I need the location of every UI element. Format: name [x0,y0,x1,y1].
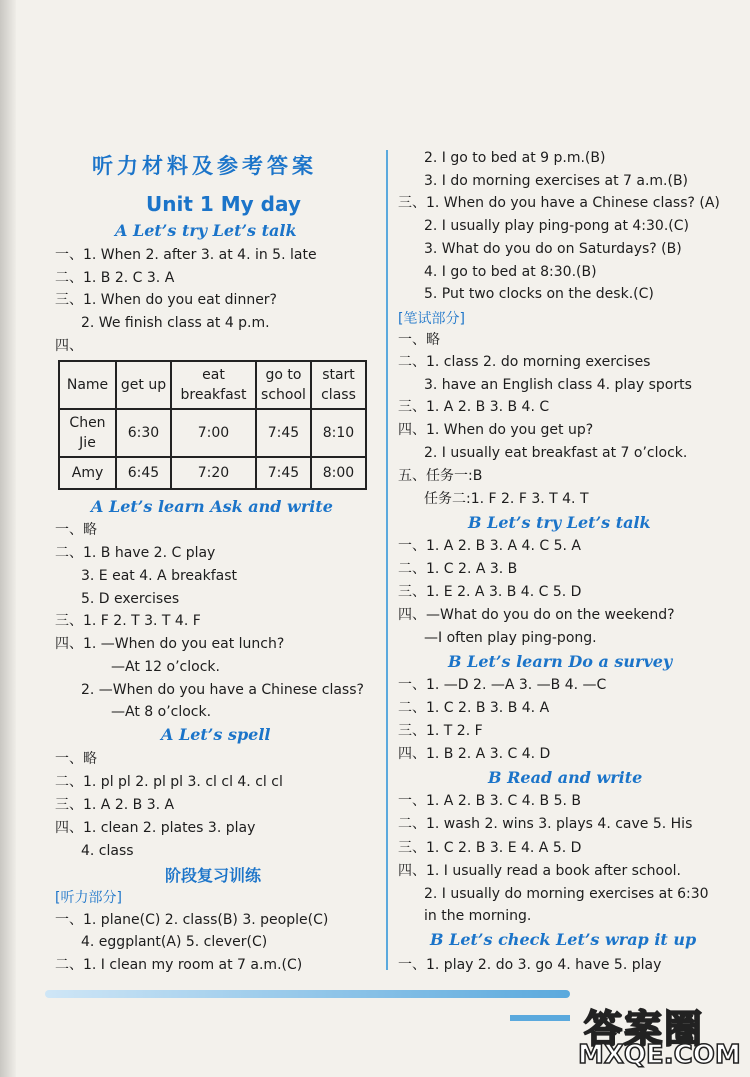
answer-line: 二、1. wash 2. wins 3. plays 4. cave 5. His [398,816,693,832]
section-heading: B Let’s learn Do a survey [448,652,673,671]
answer-line: in the morning. [424,908,532,924]
answer-line: —I often play ping-pong. [424,630,597,646]
answer-line: 五、任务一:B [398,468,483,484]
answer-line: 三、1. T 2. F [398,723,483,739]
table-cell: 7:45 [256,409,311,457]
schedule-table [58,360,367,490]
table-cell: 7:20 [171,457,256,489]
table-header: get up [116,361,171,409]
watermark-logo-cn: 答案圈 [584,1007,705,1051]
table-header: start class [311,361,366,409]
table-cell: 7:00 [171,409,256,457]
answer-line: 三、1. A 2. B 3. A [55,797,175,813]
answer-line: 三、1. When do you have a Chinese class? (A) [398,195,720,211]
table-row [59,409,366,457]
answer-line: 一、略 [398,332,440,348]
answer-line: 三、1. A 2. B 3. B 4. C [398,399,550,415]
answer-line: 一、1. When 2. after 3. at 4. in 5. late [55,247,317,263]
answer-line: 5. Put two clocks on the desk.(C) [424,286,654,302]
table-cell: Amy [59,457,116,489]
answer-line: 5. D exercises [81,591,180,607]
answer-line: 一、略 [55,751,97,767]
table-header-row [59,361,366,409]
watermark-logo-en: MXQE.COM [578,1040,741,1070]
answer-line: 三、1. C 2. B 3. E 4. A 5. D [398,840,582,856]
answer-line: —At 12 o’clock. [111,659,220,675]
table-cell: Chen Jie [59,409,116,457]
table-header: eat breakfast [171,361,256,409]
unit-title: Unit 1 My day [146,192,301,216]
answer-line: 二、1. B have 2. C play [55,545,216,561]
section-heading: A Let’s learn Ask and write [91,497,333,516]
answer-line: 一、1. —D 2. —A 3. —B 4. —C [398,677,607,693]
answer-line: 一、1. A 2. B 3. C 4. B 5. B [398,793,582,809]
answer-line: 四、1. B 2. A 3. C 4. D [398,746,551,762]
answer-line: —At 8 o’clock. [111,704,212,720]
answer-line: 二、1. pl pl 2. pl pl 3. cl cl 4. cl cl [55,774,283,790]
answer-line: 四、1. clean 2. plates 3. play [55,820,256,836]
answer-line: 四、1. When do you get up? [398,422,594,438]
page-title: 听力材料及参考答案 [92,154,317,178]
answer-line: 4. I go to bed at 8:30.(B) [424,264,597,280]
section-heading: 阶段复习训练 [165,866,262,885]
answer-line: 四、 [55,338,83,354]
part-label: [听力部分] [55,890,122,906]
section-heading: B Let’s try Let’s talk [468,513,651,532]
answer-line: 四、1. I usually read a book after school. [398,863,682,879]
answer-line: 一、略 [55,522,97,538]
answer-line: 2. I usually do morning exercises at 6:30 [424,886,709,902]
table-header: Name [59,361,116,409]
answer-line: 2. We finish class at 4 p.m. [81,315,270,331]
answer-line: 四、1. —When do you eat lunch? [55,636,285,652]
answer-line: 2. —When do you have a Chinese class? [81,682,364,698]
answer-line: 四、—What do you do on the weekend? [398,607,675,623]
table-cell: 6:30 [116,409,171,457]
answer-line: 一、1. play 2. do 3. go 4. have 5. play [398,957,662,973]
table-cell: 7:45 [256,457,311,489]
footer-bar-accent [510,1015,570,1021]
answer-line: 二、1. C 2. A 3. B [398,561,518,577]
answer-line: 二、1. C 2. B 3. B 4. A [398,700,550,716]
section-heading: B Read and write [488,768,643,787]
table-header: go to school [256,361,311,409]
answer-line: 二、1. class 2. do morning exercises [398,354,651,370]
answer-line: 2. I usually eat breakfast at 7 o’clock. [424,445,688,461]
section-heading: A Let’s spell [161,725,271,744]
table-cell: 8:00 [311,457,366,489]
answer-line: 三、1. F 2. T 3. T 4. F [55,613,201,629]
answer-line: 二、1. B 2. C 3. A [55,270,175,286]
answer-line: 2. I go to bed at 9 p.m.(B) [424,150,606,166]
answer-line: 任务二:1. F 2. F 3. T 4. T [424,491,589,507]
answer-line: 4. class [81,843,134,859]
answer-line: 三、1. E 2. A 3. B 4. C 5. D [398,584,582,600]
answer-line: 2. I usually play ping-pong at 4:30.(C) [424,218,689,234]
answer-line: 3. have an English class 4. play sports [424,377,692,393]
answer-line: 三、1. When do you eat dinner? [55,292,277,308]
answer-line: 二、1. I clean my room at 7 a.m.(C) [55,957,303,973]
watermark-logo [572,998,742,1073]
section-heading: B Let’s check Let’s wrap it up [430,930,697,949]
table-cell: 8:10 [311,409,366,457]
answer-line: 3. E eat 4. A breakfast [81,568,237,584]
answer-line: 一、1. A 2. B 3. A 4. C 5. A [398,538,581,554]
table-row [59,457,366,489]
page-edge [0,0,16,1077]
answer-line: 3. What do you do on Saturdays? (B) [424,241,682,257]
answer-line: 4. eggplant(A) 5. clever(C) [81,934,268,950]
answer-line: 一、1. plane(C) 2. class(B) 3. people(C) [55,912,329,928]
section-heading: A Let’s try Let’s talk [115,221,297,240]
footer-bar [45,990,570,998]
column-divider [386,150,388,970]
part-label: [笔试部分] [398,311,465,327]
answer-line: 3. I do morning exercises at 7 a.m.(B) [424,173,689,189]
table-cell: 6:45 [116,457,171,489]
